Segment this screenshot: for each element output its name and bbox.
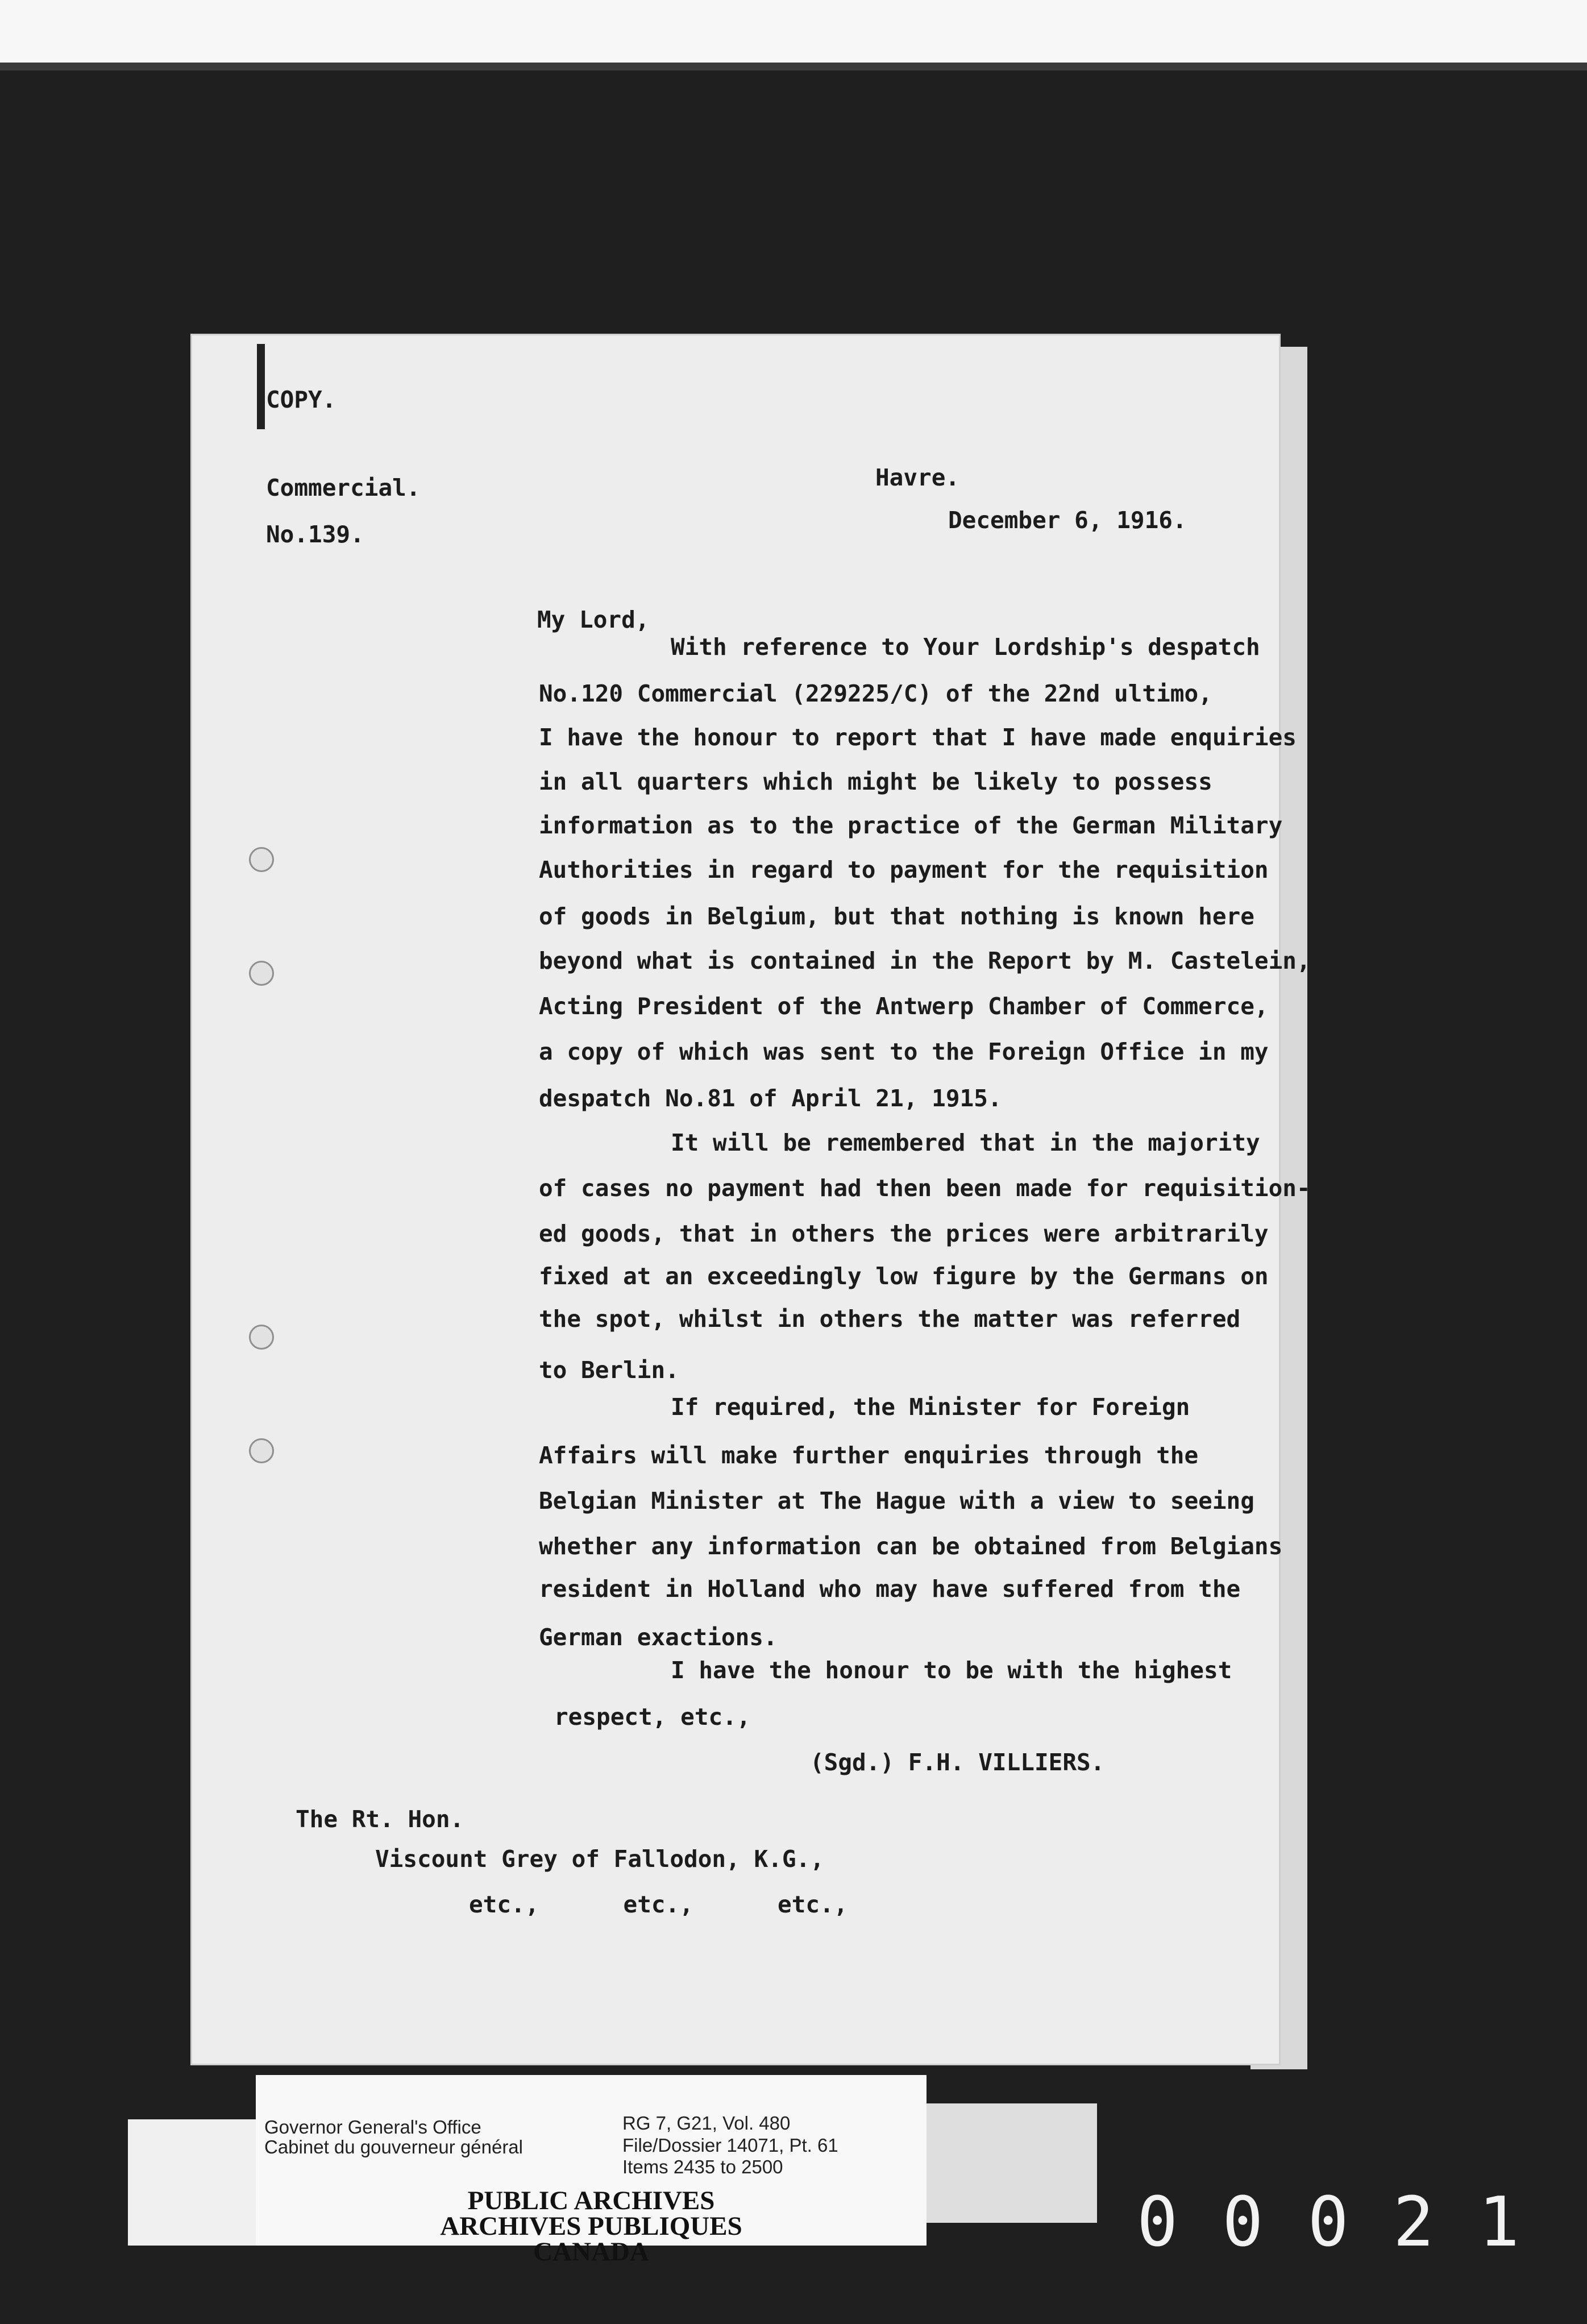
body-line: of cases no payment had then been made for requisition- xyxy=(539,1175,1311,1202)
body-line: Authorities in regard to payment for the requisition xyxy=(539,856,1269,883)
body-line: a copy of which was sent to the Foreign Office in my xyxy=(539,1038,1269,1065)
body-line: beyond what is contained in the Report by M. Castelein, xyxy=(539,947,1311,974)
copy-mark: COPY. xyxy=(266,386,336,413)
body-line: No.120 Commercial (229225/C) of the 22nd ultimo, xyxy=(539,680,1212,707)
body-line: in all quarters which might be likely to possess xyxy=(539,768,1212,795)
frame-number: 00021 xyxy=(1137,2189,1564,2257)
body-line: I have the honour to be with the highest xyxy=(671,1657,1232,1684)
date-line: December 6, 1916. xyxy=(948,507,1187,534)
body-line: ed goods, that in others the prices were arbitrarily xyxy=(539,1220,1269,1247)
body-line: It will be remembered that in the majority xyxy=(671,1129,1260,1156)
salutation: My Lord, xyxy=(537,606,650,633)
stamp-public-archives: PUBLIC ARCHIVES xyxy=(467,2186,715,2215)
stamp-archives-publiques: ARCHIVES PUBLIQUES xyxy=(440,2211,742,2241)
addressee-name: Viscount Grey of Fallodon, K.G., xyxy=(375,1845,824,1873)
record-group: RG 7, G21, Vol. 480 xyxy=(622,2113,791,2134)
addressee-title: The Rt. Hon. xyxy=(296,1806,464,1833)
body-line: With reference to Your Lordship's despatch xyxy=(671,633,1260,661)
copy-mark-stroke xyxy=(257,344,265,429)
body-line: information as to the practice of the German Military xyxy=(539,812,1283,839)
body-line: the spot, whilst in others the matter was referred xyxy=(539,1305,1241,1333)
film-top-edge xyxy=(0,63,1587,70)
body-line: Affairs will make further enquiries through the xyxy=(539,1442,1199,1469)
addressee-etc: etc., etc., etc., xyxy=(469,1891,848,1918)
body-line: I have the honour to report that I have made enquiries xyxy=(539,724,1297,751)
body-line: Acting President of the Antwerp Chamber of Commerce, xyxy=(539,993,1269,1020)
film-top-band xyxy=(0,0,1587,67)
place-line: Havre. xyxy=(875,464,960,491)
item-range: Items 2435 to 2500 xyxy=(622,2156,783,2177)
archive-card-left xyxy=(128,2119,256,2246)
stamp-canada: CANADA xyxy=(533,2237,649,2267)
body-line: fixed at an exceedingly low figure by the Germans on xyxy=(539,1263,1269,1290)
despatch-number: No.139. xyxy=(266,521,364,548)
punch-hole xyxy=(249,1438,274,1463)
punch-hole xyxy=(249,847,274,872)
department-line: Commercial. xyxy=(266,474,421,501)
body-line: If required, the Minister for Foreign xyxy=(671,1393,1190,1421)
file-dossier: File/Dossier 14071, Pt. 61 xyxy=(622,2135,838,2156)
office-english: Governor General's Office xyxy=(264,2116,481,2138)
body-line: German exactions. xyxy=(539,1624,778,1651)
office-french: Cabinet du gouverneur général xyxy=(264,2136,523,2157)
body-line: respect, etc., xyxy=(554,1703,751,1730)
signature: (Sgd.) F.H. VILLIERS. xyxy=(810,1749,1105,1776)
body-line: of goods in Belgium, but that nothing is known here xyxy=(539,903,1254,930)
punch-hole xyxy=(249,1325,274,1350)
body-line: despatch No.81 of April 21, 1915. xyxy=(539,1085,1002,1112)
archive-card-right xyxy=(927,2103,1097,2223)
body-line: whether any information can be obtained from Belgians xyxy=(539,1533,1283,1560)
body-line: to Berlin. xyxy=(539,1356,679,1384)
punch-hole xyxy=(249,961,274,986)
body-line: Belgian Minister at The Hague with a view to seeing xyxy=(539,1487,1254,1514)
body-line: resident in Holland who may have suffered from the xyxy=(539,1575,1241,1603)
